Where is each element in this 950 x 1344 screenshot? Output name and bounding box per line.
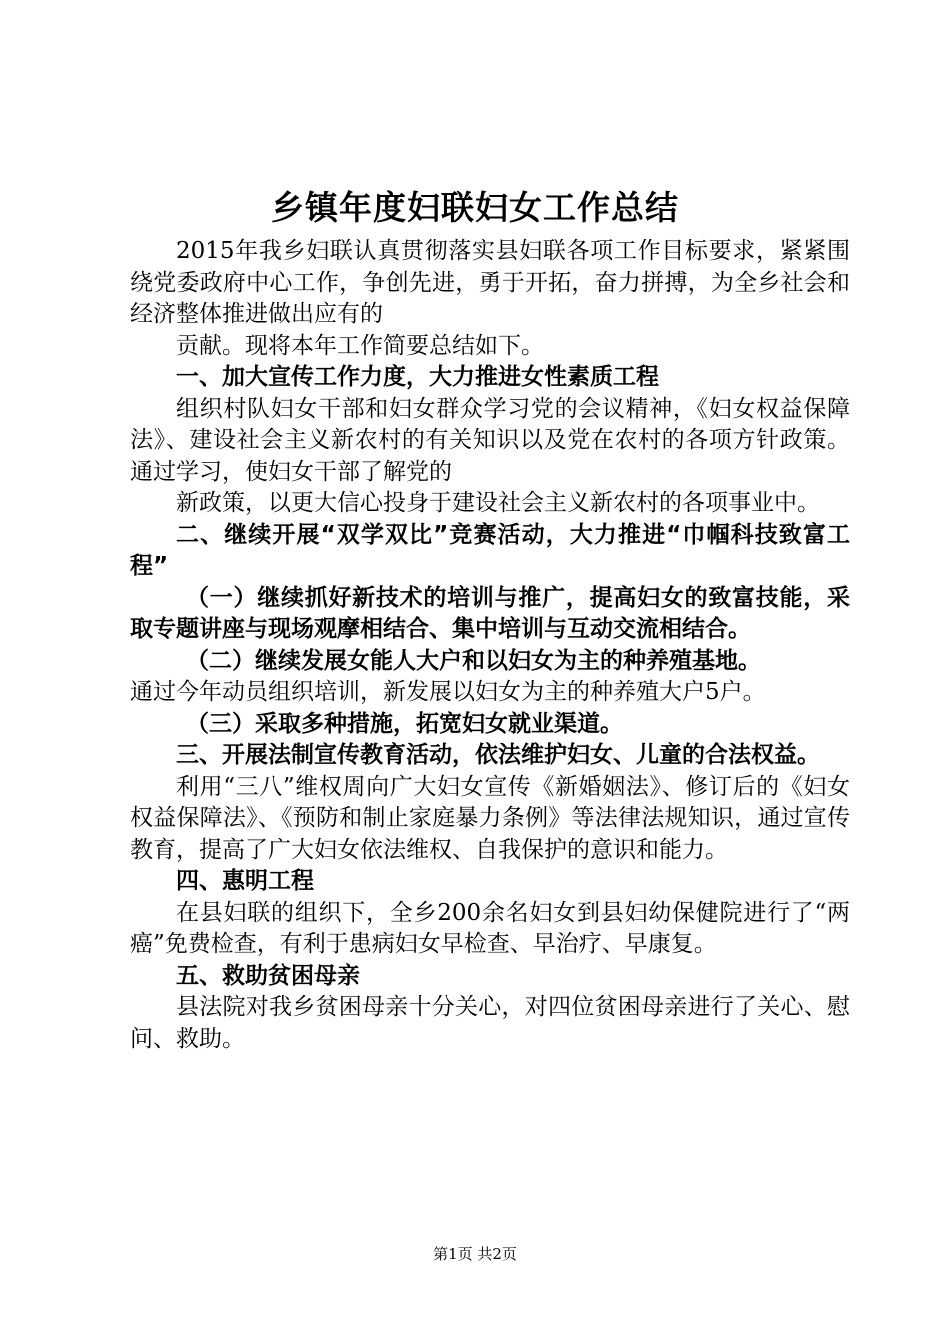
document-body bbox=[130, 236, 850, 1055]
section-heading-2: 二、继续开展“双学双比”竞赛活动，大力推进“巾帼科技致富工程” bbox=[130, 521, 850, 579]
paragraph-section-3: 利用“三八”维权周向广大妇女宣传《新婚姻法》、修订后的《妇女权益保障法》、《预防和制止家庭暴力条例》等法律法规知识，通过宣传教育，提高了广大妇女依法维权、自我保护的意识和能力。 bbox=[130, 773, 850, 863]
subsection-heading-2-1: （一）继续抓好新技术的培训与推广，提高妇女的致富技能，采取专题讲座与现场观摩相结合、集中培训与互动交流相结合。 bbox=[130, 584, 850, 642]
paragraph-section-1-continued: 新政策，以更大信心投身于建设社会主义新农村的各项事业中。 bbox=[176, 490, 820, 516]
section-heading-5: 五、救助贫困母亲 bbox=[176, 962, 360, 989]
section-heading-4: 四、惠明工程 bbox=[176, 868, 314, 894]
paragraph-section-1: 组织村队妇女干部和妇女群众学习党的会议精神，《妇女权益保障法》、建设社会主义新农村的有关知识以及党在农村的各项方针政策。通过学习，使妇女干部了解党的 bbox=[130, 395, 850, 485]
document-title: 乡镇年度妇联妇女工作总结 bbox=[271, 188, 679, 227]
paragraph-section-5: 县法院对我乡贫困母亲十分关心，对四位贫困母亲进行了关心、慰问、救助。 bbox=[130, 994, 850, 1052]
section-heading-3: 三、开展法制宣传教育活动，依法维护妇女、儿童的合法权益。 bbox=[176, 742, 820, 768]
section-heading-1: 一、加大宣传工作力度，大力推进女性素质工程 bbox=[176, 364, 659, 390]
paragraph-intro: 2015年我乡妇联认真贯彻落实县妇联各项工作目标要求，紧紧围绕党委政府中心工作，争创先进，勇于开拓，奋力拼搏，为全乡社会和经济整体推进做出应有的 bbox=[130, 238, 850, 327]
paragraph-section-4: 在县妇联的组织下，全乡200余名妇女到县妇幼保健院进行了“两癌”免费检查，有利于患病妇女早检查、早治疗、早康复。 bbox=[130, 899, 850, 957]
paragraph-intro-continued: 贡献。现将本年工作简要总结如下。 bbox=[176, 332, 544, 359]
paragraph-section-2-2: 通过今年动员组织培训，新发展以妇女为主的种养殖大户5户。 bbox=[130, 679, 766, 705]
subsection-heading-2-3: （三）采取多种措施，拓宽妇女就业渠道。 bbox=[186, 710, 623, 737]
subsection-heading-2-2: （二）继续发展女能人大户和以妇女为主的种养殖基地。 bbox=[186, 647, 761, 674]
page-number-footer: 第1页 共2页 bbox=[433, 1245, 517, 1263]
